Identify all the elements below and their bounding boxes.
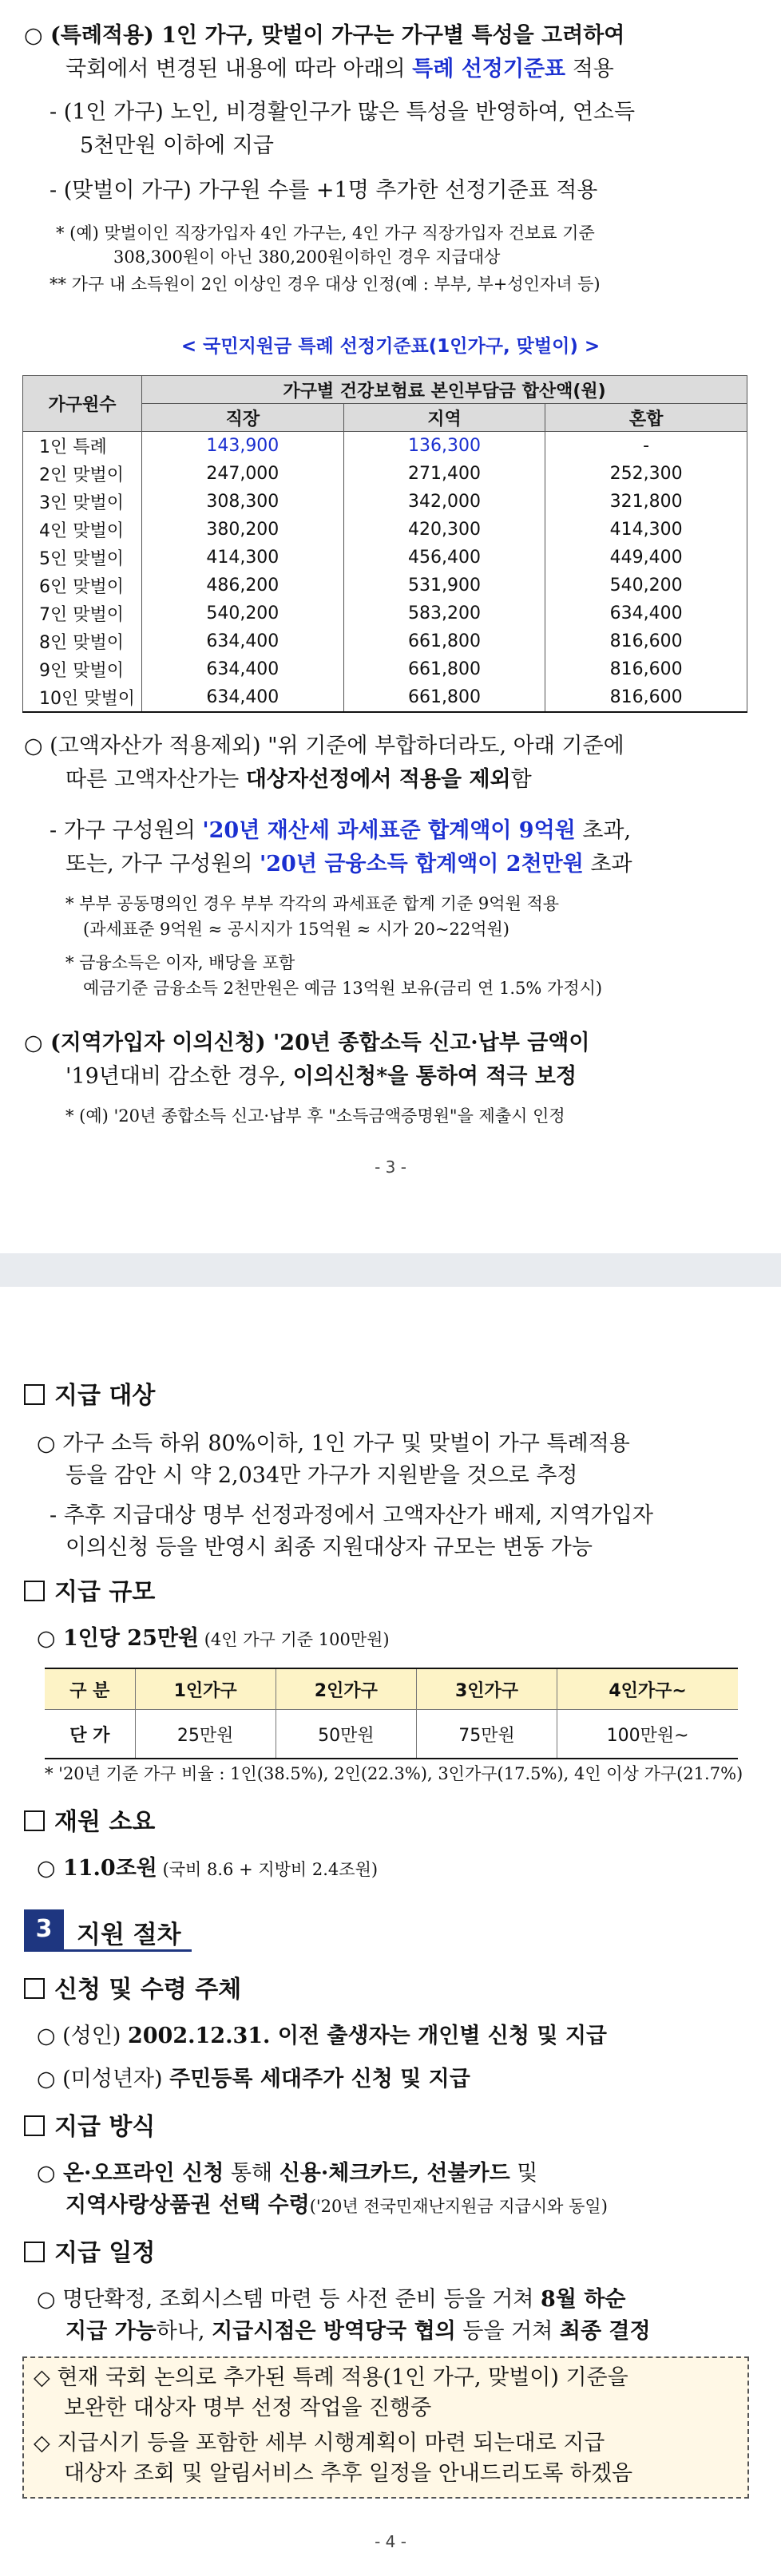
notice-line4: 대상자 조회 및 알림서비스 추후 일정을 안내드리도록 하겠음 (64, 2461, 633, 2486)
page-number-4: - 4 - (375, 2532, 406, 2551)
heading-apply: 신청 및 수령 주체 (24, 1975, 241, 2005)
method-line2: 지역사랑상품권 선택 수령('20년 전국민재난지원금 지급시와 동일) (65, 2193, 608, 2218)
premium-cell: 634,400 (142, 683, 344, 712)
note-regional: * (예) '20년 종합소득 신고·납부 후 "소득금액증명원"을 제출시 인정 (65, 1106, 565, 1126)
method-line1: ○ 온·오프라인 신청 통해 신용·체크카드, 선불카드 및 (37, 2161, 538, 2186)
premium-cell: 661,800 (343, 683, 545, 712)
single-household-line2: 5천만원 이하에 지급 (80, 133, 274, 158)
premium-cell: 634,400 (142, 655, 344, 683)
premium-cell: 380,200 (142, 516, 344, 544)
checkbox-icon (24, 2242, 45, 2262)
premium-cell: 531,900 (343, 572, 545, 599)
premium-cell: 247,000 (142, 460, 344, 488)
checkbox-icon (24, 1810, 45, 1831)
premium-cell: 661,800 (343, 655, 545, 683)
unit-table-header: 1인가구 (135, 1668, 276, 1710)
note-couple-line1: * 부부 공동명의인 경우 부부 각각의 과세표준 합계 기준 9억원 적용 (65, 894, 560, 913)
premium-cell: 661,800 (343, 627, 545, 655)
note-financial-line2: 예금기준 금융소득 2천만원은 예금 13억원 보유(금리 연 1.5% 가정시) (83, 979, 603, 998)
notice-line2: 보완한 대상자 명부 선정 작업을 진행중 (64, 2396, 432, 2420)
unit-table-header: 2인가구 (276, 1668, 416, 1710)
note-example-line2: 308,300원이 아닌 380,200원이하인 경우 지급대상 (113, 247, 501, 267)
header-mixed: 혼합 (545, 404, 747, 432)
premium-cell: 252,300 (545, 460, 747, 488)
high-asset-line2: 따른 고액자산가는 대상자선정에서 적용을 제외함 (65, 767, 532, 792)
household-size-cell: 5인 맞벌이 (23, 544, 142, 572)
household-size-cell: 7인 맞벌이 (23, 599, 142, 627)
checkbox-icon (24, 1978, 45, 1999)
premium-cell: 420,300 (343, 516, 545, 544)
funding-line: ○ 11.0조원 (국비 8.6 + 지방비 2.4조원) (37, 1856, 379, 1881)
table-caption: < 국민지원금 특례 선정기준표(1인가구, 맞벌이) > (180, 336, 601, 357)
table-row (23, 488, 747, 516)
scale-line: ○ 1인당 25만원 (4인 가구 기준 100만원) (37, 1626, 390, 1651)
unit-table-header: 4인가구~ (557, 1668, 738, 1710)
criteria-table (22, 375, 747, 713)
table-row (23, 599, 747, 627)
heading-method: 지급 방식 (24, 2112, 155, 2143)
unit-price-cell: 50만원 (276, 1710, 416, 1759)
household-ratio-note: * '20년 기준 가구 비율 : 1인(38.5%), 2인(22.3%), 3인가구(17.5%), 4인 이상 가구(21.7%) (45, 1764, 743, 1783)
notice-line3: ◇ 지급시기 등을 포함한 세부 시행계획이 마련 되는대로 지급 (34, 2431, 605, 2455)
household-size-cell: 4인 맞벌이 (23, 516, 142, 544)
schedule-line1: ○ 명단확정, 조회시스템 마련 등 사전 준비 등을 거쳐 8월 하순 (37, 2287, 626, 2312)
table-row (23, 683, 747, 712)
premium-cell: 414,300 (142, 544, 344, 572)
header-region: 지역 (343, 404, 545, 432)
header-workplace: 직장 (142, 404, 344, 432)
note-financial-line1: * 금융소득은 이자, 배당을 포함 (65, 953, 295, 972)
unit-table-header: 구 분 (45, 1668, 135, 1710)
section-underline (24, 1949, 192, 1952)
table-row (23, 627, 747, 655)
page-gap (0, 1253, 781, 1287)
heading-payment-target: 지급 대상 (24, 1381, 155, 1411)
checkbox-icon (24, 2115, 45, 2136)
notice-line1: ◇ 현재 국회 논의로 추가된 특례 적용(1인 가구, 맞벌이) 기준을 (34, 2365, 628, 2390)
household-size-cell: 10인 맞벌이 (23, 683, 142, 712)
target-line2: 등을 감안 시 약 2,034만 가구가 지원받을 것으로 추정 (65, 1463, 578, 1488)
household-size-cell: 1인 특례 (23, 432, 142, 461)
note-example-line1: * (예) 맞벌이인 직장가입자 4인 가구는, 4인 가구 직장가입자 건보료 기준 (56, 224, 595, 243)
premium-cell: 414,300 (545, 516, 747, 544)
page-3 (0, 0, 781, 1253)
unit-price-cell: 25만원 (135, 1710, 276, 1759)
premium-cell: 816,600 (545, 683, 747, 712)
household-size-cell: 3인 맞벌이 (23, 488, 142, 516)
household-size-cell: 9인 맞벌이 (23, 655, 142, 683)
premium-cell: 634,400 (142, 627, 344, 655)
premium-cell: 540,200 (142, 599, 344, 627)
heading-payment-scale: 지급 규모 (24, 1577, 155, 1608)
premium-cell: 456,400 (343, 544, 545, 572)
apply-minor-line: ○ (미성년자) 주민등록 세대주가 신청 및 지급 (37, 2067, 470, 2091)
premium-cell: 540,200 (545, 572, 747, 599)
premium-cell: 634,400 (545, 599, 747, 627)
unit-table-header: 3인가구 (416, 1668, 557, 1710)
section-number-badge: 3 (24, 1909, 64, 1949)
table-row (23, 572, 747, 599)
target-line1: ○ 가구 소득 하위 80%이하, 1인 가구 및 맞벌이 가구 특례적용 (37, 1431, 630, 1456)
page-4 (0, 1287, 781, 2576)
financial-income-line: 또는, 가구 구성원의 '20년 금융소득 합계액이 2천만원 초과 (65, 852, 632, 876)
premium-cell: 321,800 (545, 488, 747, 516)
premium-cell: 816,600 (545, 627, 747, 655)
heading-schedule: 지급 일정 (24, 2238, 155, 2269)
household-size-cell: 2인 맞벌이 (23, 460, 142, 488)
page-number-3: - 3 - (375, 1157, 406, 1177)
high-asset-line1: ○ (고액자산가 적용제외) "위 기준에 부합하더라도, 아래 기준에 (24, 734, 624, 758)
header-group: 가구별 건강보험료 본인부담금 합산액(원) (142, 376, 747, 404)
premium-cell: 449,400 (545, 544, 747, 572)
premium-cell: 308,300 (142, 488, 344, 516)
table-row (23, 655, 747, 683)
table-row (23, 544, 747, 572)
target-line3: - 추후 지급대상 명부 선정과정에서 고액자산가 배제, 지역가입자 (50, 1503, 653, 1528)
unit-price-cell: 75만원 (416, 1710, 557, 1759)
checkbox-icon (24, 1581, 45, 1601)
header-household: 가구원수 (23, 376, 142, 432)
table-row (23, 460, 747, 488)
checkbox-icon (24, 1384, 45, 1405)
single-household-line1: - (1인 가구) 노인, 비경활인구가 많은 특성을 반영하여, 연소득 (50, 100, 636, 125)
special-apply-line2: 국회에서 변경된 내용에 따라 아래의 특례 선정기준표 적용 (65, 57, 614, 81)
premium-cell: 342,000 (343, 488, 545, 516)
regional-objection-line1: ○ (지역가입자 이의신청) '20년 종합소득 신고·납부 금액이 (24, 1031, 590, 1055)
premium-cell: 486,200 (142, 572, 344, 599)
notice-box (22, 2356, 749, 2499)
apply-adult-line: ○ (성인) 2002.12.31. 이전 출생자는 개인별 신청 및 지급 (37, 2024, 608, 2048)
table-row (23, 516, 747, 544)
premium-cell: 583,200 (343, 599, 545, 627)
heading-funding: 재원 소요 (24, 1807, 155, 1838)
note-couple-line2: (과세표준 9억원 ≈ 공시지가 15억원 ≈ 시가 20~22억원) (83, 920, 510, 939)
section-title: 지원 절차 (77, 1921, 181, 1949)
schedule-line2: 지급 가능하나, 지급시점은 방역당국 협의 등을 거쳐 최종 결정 (65, 2319, 651, 2344)
premium-cell: 136,300 (343, 432, 545, 461)
target-line4: 이의신청 등을 반영시 최종 지원대상자 규모는 변동 가능 (65, 1535, 593, 1560)
note-dual-income: ** 가구 내 소득원이 2인 이상인 경우 대상 인정(예 : 부부, 부+성인자녀 등) (50, 275, 601, 294)
unit-price-table (45, 1668, 738, 1759)
household-size-cell: 6인 맞벌이 (23, 572, 142, 599)
dual-income-line: - (맞벌이 가구) 가구원 수를 +1명 추가한 선정기준표 적용 (50, 178, 598, 203)
premium-cell: - (545, 432, 747, 461)
unit-table-row-label: 단 가 (45, 1710, 135, 1759)
property-tax-line: - 가구 구성원의 '20년 재산세 과세표준 합계액이 9억원 초과, (50, 818, 632, 843)
table-row (23, 432, 747, 461)
household-size-cell: 8인 맞벌이 (23, 627, 142, 655)
regional-objection-line2: '19년대비 감소한 경우, 이의신청*을 통하여 적극 보정 (65, 1064, 577, 1089)
premium-cell: 816,600 (545, 655, 747, 683)
unit-price-cell: 100만원~ (557, 1710, 738, 1759)
special-apply-line1: ○ (특례적용) 1인 가구, 맞벌이 가구는 가구별 특성을 고려하여 (24, 23, 625, 48)
premium-cell: 143,900 (142, 432, 344, 461)
premium-cell: 271,400 (343, 460, 545, 488)
